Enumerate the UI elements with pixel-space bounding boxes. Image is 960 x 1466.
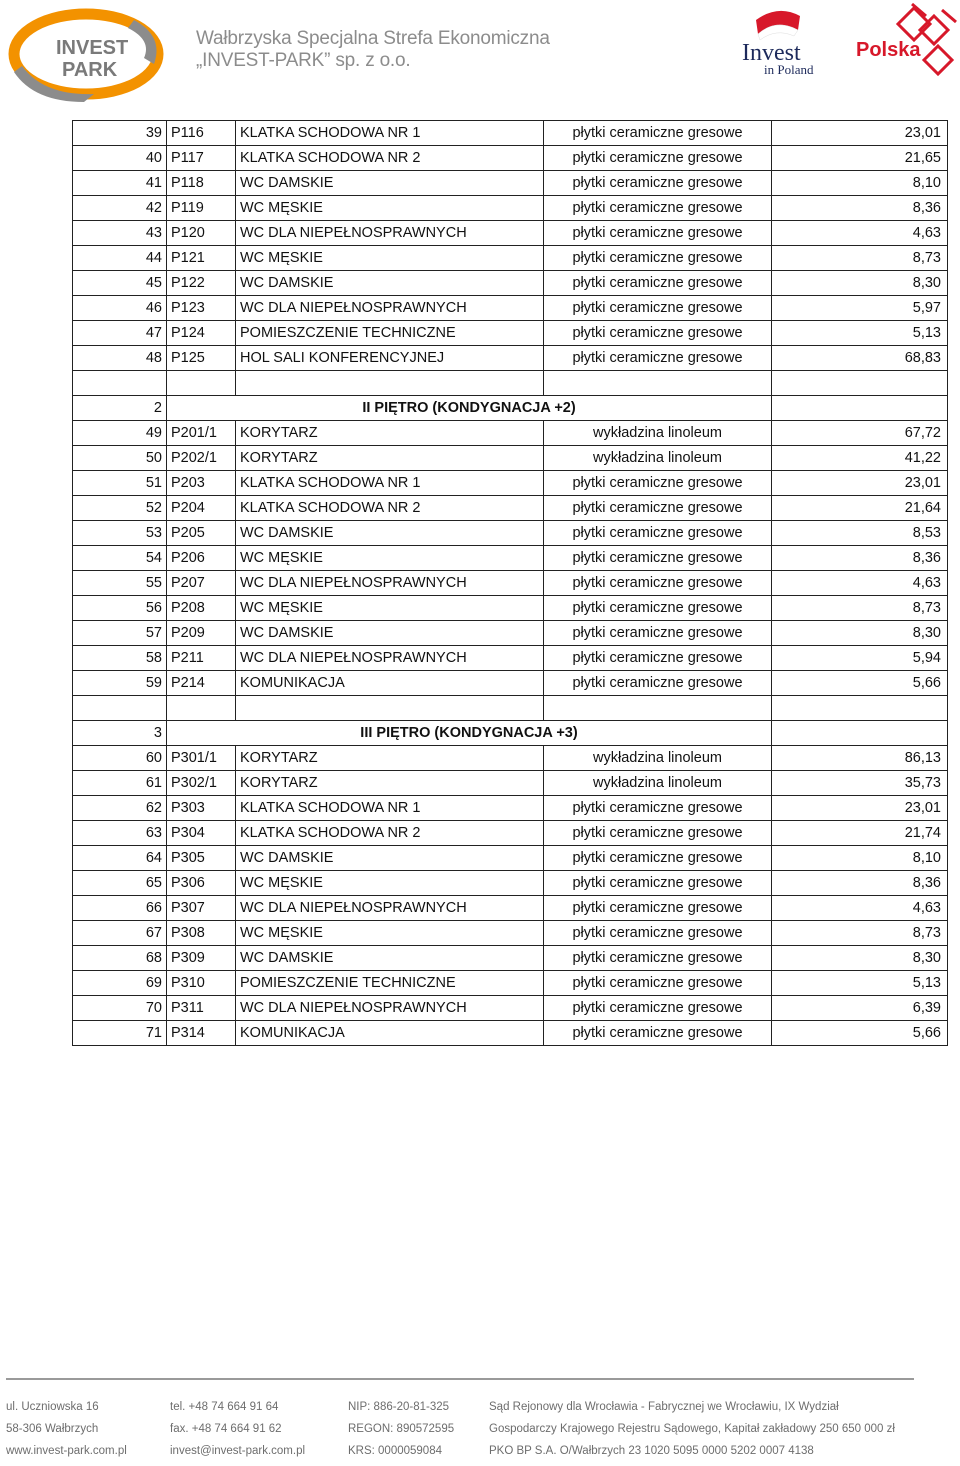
room-code-cell: P302/1 <box>167 771 236 796</box>
company-name <box>196 28 550 72</box>
table-row <box>73 471 948 496</box>
room-name-cell: KLATKA SCHODOWA NR 1 <box>236 471 544 496</box>
room-name-cell: KOMUNIKACJA <box>236 671 544 696</box>
room-name-cell: WC DAMSKIE <box>236 271 544 296</box>
invest-in-poland-word2: in Poland <box>764 62 814 77</box>
room-code-cell: P201/1 <box>167 421 236 446</box>
area-cell: 5,13 <box>772 971 948 996</box>
floor-material-cell: płytki ceramiczne gresowe <box>544 121 772 146</box>
room-code-cell: P206 <box>167 546 236 571</box>
room-code-cell: P307 <box>167 896 236 921</box>
room-code-cell: P207 <box>167 571 236 596</box>
floor-number-cell: 2 <box>73 396 167 421</box>
room-code-cell: P306 <box>167 871 236 896</box>
room-code-cell: P308 <box>167 921 236 946</box>
empty-cell <box>772 396 948 421</box>
table-row <box>73 346 948 371</box>
footer-divider <box>6 1378 914 1380</box>
room-name-cell: KLATKA SCHODOWA NR 2 <box>236 146 544 171</box>
floor-number-cell: 3 <box>73 721 167 746</box>
table-row <box>73 221 948 246</box>
empty-cell <box>544 371 772 396</box>
table-row <box>73 496 948 521</box>
floor-material-cell: płytki ceramiczne gresowe <box>544 671 772 696</box>
empty-cell <box>167 371 236 396</box>
room-name-cell: WC DAMSKIE <box>236 946 544 971</box>
empty-cell <box>167 696 236 721</box>
row-number-cell: 66 <box>73 896 167 921</box>
table-row <box>73 296 948 321</box>
room-name-cell: KORYTARZ <box>236 446 544 471</box>
row-number-cell: 43 <box>73 221 167 246</box>
floor-material-cell: płytki ceramiczne gresowe <box>544 571 772 596</box>
area-cell: 8,10 <box>772 846 948 871</box>
floor-title-cell: II PIĘTRO (KONDYGNACJA +2) <box>167 396 772 421</box>
room-code-cell: P117 <box>167 146 236 171</box>
floor-material-cell: wykładzina linoleum <box>544 746 772 771</box>
room-code-cell: P116 <box>167 121 236 146</box>
table-row <box>73 796 948 821</box>
table-row <box>73 871 948 896</box>
row-number-cell: 47 <box>73 321 167 346</box>
floor-material-cell: płytki ceramiczne gresowe <box>544 221 772 246</box>
row-number-cell: 50 <box>73 446 167 471</box>
room-name-cell: WC MĘSKIE <box>236 196 544 221</box>
area-cell: 8,73 <box>772 246 948 271</box>
room-code-cell: P125 <box>167 346 236 371</box>
room-name-cell: KORYTARZ <box>236 421 544 446</box>
room-name-cell: WC DAMSKIE <box>236 846 544 871</box>
area-cell: 23,01 <box>772 121 948 146</box>
invest-in-poland-logo <box>740 6 826 78</box>
area-cell: 8,10 <box>772 171 948 196</box>
room-name-cell: WC DLA NIEPEŁNOSPRAWNYCH <box>236 896 544 921</box>
room-name-cell: WC DAMSKIE <box>236 171 544 196</box>
area-cell: 5,66 <box>772 1021 948 1046</box>
room-name-cell: KLATKA SCHODOWA NR 1 <box>236 121 544 146</box>
polska-logo <box>852 0 960 76</box>
area-cell: 8,73 <box>772 921 948 946</box>
room-name-cell: WC MĘSKIE <box>236 596 544 621</box>
empty-cell <box>236 371 544 396</box>
room-code-cell: P118 <box>167 171 236 196</box>
room-name-cell: KLATKA SCHODOWA NR 1 <box>236 796 544 821</box>
room-name-cell: WC MĘSKIE <box>236 921 544 946</box>
floor-material-cell: płytki ceramiczne gresowe <box>544 296 772 321</box>
row-number-cell: 58 <box>73 646 167 671</box>
floor-material-cell: wykładzina linoleum <box>544 771 772 796</box>
area-cell: 4,63 <box>772 221 948 246</box>
footer-krs: KRS: 0000059084 <box>348 1445 442 1457</box>
invest-in-poland-word1: Invest <box>742 40 801 66</box>
area-cell: 86,13 <box>772 746 948 771</box>
footer-fax: fax. +48 74 664 91 62 <box>170 1423 282 1435</box>
row-number-cell: 51 <box>73 471 167 496</box>
floor-material-cell: wykładzina linoleum <box>544 421 772 446</box>
table-row <box>73 746 948 771</box>
room-code-cell: P305 <box>167 846 236 871</box>
area-cell: 21,74 <box>772 821 948 846</box>
table-row <box>73 521 948 546</box>
area-cell: 67,72 <box>772 421 948 446</box>
area-cell: 5,97 <box>772 296 948 321</box>
row-number-cell: 64 <box>73 846 167 871</box>
table-row <box>73 846 948 871</box>
empty-cell <box>73 371 167 396</box>
room-name-cell: WC MĘSKIE <box>236 871 544 896</box>
floor-material-cell: płytki ceramiczne gresowe <box>544 646 772 671</box>
row-number-cell: 39 <box>73 121 167 146</box>
invest-park-logo-word2: PARK <box>62 59 118 81</box>
row-number-cell: 67 <box>73 921 167 946</box>
area-cell: 8,36 <box>772 871 948 896</box>
area-cell: 23,01 <box>772 471 948 496</box>
row-number-cell: 60 <box>73 746 167 771</box>
area-cell: 5,66 <box>772 671 948 696</box>
table-row <box>73 121 948 146</box>
room-name-cell: WC MĘSKIE <box>236 546 544 571</box>
area-cell: 5,94 <box>772 646 948 671</box>
area-cell: 8,30 <box>772 271 948 296</box>
row-number-cell: 53 <box>73 521 167 546</box>
room-code-cell: P303 <box>167 796 236 821</box>
floor-material-cell: płytki ceramiczne gresowe <box>544 621 772 646</box>
floor-material-cell: płytki ceramiczne gresowe <box>544 821 772 846</box>
row-number-cell: 49 <box>73 421 167 446</box>
row-number-cell: 68 <box>73 946 167 971</box>
room-name-cell: HOL SALI KONFERENCYJNEJ <box>236 346 544 371</box>
table-row <box>73 996 948 1021</box>
room-code-cell: P301/1 <box>167 746 236 771</box>
area-cell: 8,30 <box>772 946 948 971</box>
table-row <box>73 1021 948 1046</box>
room-name-cell: WC DLA NIEPEŁNOSPRAWNYCH <box>236 221 544 246</box>
row-number-cell: 65 <box>73 871 167 896</box>
floor-material-cell: płytki ceramiczne gresowe <box>544 796 772 821</box>
table-row <box>73 246 948 271</box>
area-cell: 21,65 <box>772 146 948 171</box>
row-number-cell: 41 <box>73 171 167 196</box>
area-cell: 41,22 <box>772 446 948 471</box>
row-number-cell: 71 <box>73 1021 167 1046</box>
room-code-cell: P208 <box>167 596 236 621</box>
room-code-cell: P314 <box>167 1021 236 1046</box>
footer-court-bank <box>489 1400 895 1466</box>
room-code-cell: P119 <box>167 196 236 221</box>
area-cell: 6,39 <box>772 996 948 1021</box>
table-row <box>73 671 948 696</box>
room-name-cell: POMIESZCZENIE TECHNICZNE <box>236 971 544 996</box>
table-row <box>73 621 948 646</box>
floor-section-row <box>73 396 948 421</box>
row-number-cell: 46 <box>73 296 167 321</box>
room-name-cell: KOMUNIKACJA <box>236 1021 544 1046</box>
blank-row <box>73 371 948 396</box>
room-code-cell: P202/1 <box>167 446 236 471</box>
floor-material-cell: płytki ceramiczne gresowe <box>544 271 772 296</box>
floor-material-cell: płytki ceramiczne gresowe <box>544 196 772 221</box>
room-code-cell: P203 <box>167 471 236 496</box>
footer-website-link[interactable]: www.invest-park.com.pl <box>6 1445 127 1457</box>
rooms-table-body <box>73 121 948 1046</box>
area-cell: 8,73 <box>772 596 948 621</box>
invest-park-logo-word1: INVEST <box>56 37 129 59</box>
floor-material-cell: płytki ceramiczne gresowe <box>544 146 772 171</box>
room-code-cell: P122 <box>167 271 236 296</box>
floor-section-row <box>73 721 948 746</box>
floor-material-cell: płytki ceramiczne gresowe <box>544 996 772 1021</box>
area-cell: 5,13 <box>772 321 948 346</box>
row-number-cell: 55 <box>73 571 167 596</box>
room-code-cell: P121 <box>167 246 236 271</box>
table-row <box>73 971 948 996</box>
table-row <box>73 596 948 621</box>
footer-city: 58-306 Wałbrzych <box>6 1423 99 1435</box>
empty-cell <box>73 696 167 721</box>
area-cell: 68,83 <box>772 346 948 371</box>
footer-address <box>6 1400 127 1466</box>
footer-nip: NIP: 886-20-81-325 <box>348 1401 450 1413</box>
footer-registry <box>348 1400 454 1466</box>
room-name-cell: KORYTARZ <box>236 771 544 796</box>
floor-material-cell: płytki ceramiczne gresowe <box>544 596 772 621</box>
floor-material-cell: płytki ceramiczne gresowe <box>544 246 772 271</box>
table-row <box>73 921 948 946</box>
room-name-cell: WC DAMSKIE <box>236 521 544 546</box>
room-code-cell: P211 <box>167 646 236 671</box>
footer-court: Sąd Rejonowy dla Wrocławia - Fabrycznej we Wrocławiu, IX Wydział <box>489 1401 839 1413</box>
room-name-cell: WC MĘSKIE <box>236 246 544 271</box>
footer-regon: REGON: 890572595 <box>348 1423 455 1435</box>
empty-cell <box>772 721 948 746</box>
table-row <box>73 171 948 196</box>
area-cell: 8,36 <box>772 546 948 571</box>
floor-material-cell: płytki ceramiczne gresowe <box>544 921 772 946</box>
floor-material-cell: płytki ceramiczne gresowe <box>544 496 772 521</box>
floor-material-cell: płytki ceramiczne gresowe <box>544 896 772 921</box>
table-row <box>73 771 948 796</box>
row-number-cell: 44 <box>73 246 167 271</box>
room-code-cell: P309 <box>167 946 236 971</box>
table-row <box>73 946 948 971</box>
room-code-cell: P204 <box>167 496 236 521</box>
area-cell: 35,73 <box>772 771 948 796</box>
company-name-line2: „INVEST-PARK” sp. z o.o. <box>196 50 411 71</box>
table-row <box>73 446 948 471</box>
room-code-cell: P209 <box>167 621 236 646</box>
area-cell: 21,64 <box>772 496 948 521</box>
table-row <box>73 196 948 221</box>
rooms-table <box>72 120 948 1046</box>
table-row <box>73 896 948 921</box>
floor-title-cell: III PIĘTRO (KONDYGNACJA +3) <box>167 721 772 746</box>
table-row <box>73 321 948 346</box>
footer-bank-account: PKO BP S.A. O/Wałbrzych 23 1020 5095 0000 5202 0007 4138 <box>489 1445 814 1457</box>
floor-material-cell: płytki ceramiczne gresowe <box>544 871 772 896</box>
row-number-cell: 56 <box>73 596 167 621</box>
footer-phone: tel. +48 74 664 91 64 <box>170 1401 279 1413</box>
table-row <box>73 421 948 446</box>
table-row <box>73 646 948 671</box>
row-number-cell: 54 <box>73 546 167 571</box>
letterhead <box>0 0 960 110</box>
empty-cell <box>772 371 948 396</box>
row-number-cell: 63 <box>73 821 167 846</box>
room-code-cell: P205 <box>167 521 236 546</box>
row-number-cell: 70 <box>73 996 167 1021</box>
room-name-cell: WC DLA NIEPEŁNOSPRAWNYCH <box>236 571 544 596</box>
empty-cell <box>772 696 948 721</box>
row-number-cell: 62 <box>73 796 167 821</box>
area-cell: 8,30 <box>772 621 948 646</box>
floor-material-cell: płytki ceramiczne gresowe <box>544 971 772 996</box>
table-row <box>73 146 948 171</box>
room-name-cell: KLATKA SCHODOWA NR 2 <box>236 496 544 521</box>
room-name-cell: POMIESZCZENIE TECHNICZNE <box>236 321 544 346</box>
floor-material-cell: płytki ceramiczne gresowe <box>544 846 772 871</box>
row-number-cell: 52 <box>73 496 167 521</box>
floor-material-cell: płytki ceramiczne gresowe <box>544 471 772 496</box>
room-name-cell: WC DLA NIEPEŁNOSPRAWNYCH <box>236 996 544 1021</box>
area-cell: 8,53 <box>772 521 948 546</box>
floor-material-cell: płytki ceramiczne gresowe <box>544 546 772 571</box>
row-number-cell: 69 <box>73 971 167 996</box>
room-name-cell: WC DLA NIEPEŁNOSPRAWNYCH <box>236 646 544 671</box>
floor-material-cell: płytki ceramiczne gresowe <box>544 321 772 346</box>
polska-logo-word: Polska <box>856 39 921 61</box>
table-row <box>73 271 948 296</box>
floor-material-cell: płytki ceramiczne gresowe <box>544 946 772 971</box>
room-code-cell: P310 <box>167 971 236 996</box>
area-cell: 23,01 <box>772 796 948 821</box>
table-row <box>73 821 948 846</box>
row-number-cell: 59 <box>73 671 167 696</box>
footer-capital: Gospodarczy Krajowego Rejestru Sądowego, Kapitał zakładowy 250 650 000 zł <box>489 1423 895 1435</box>
room-name-cell: KORYTARZ <box>236 746 544 771</box>
footer-street: ul. Uczniowska 16 <box>6 1401 99 1413</box>
invest-park-logo <box>4 6 166 102</box>
row-number-cell: 40 <box>73 146 167 171</box>
row-number-cell: 61 <box>73 771 167 796</box>
floor-material-cell: płytki ceramiczne gresowe <box>544 346 772 371</box>
row-number-cell: 57 <box>73 621 167 646</box>
table-row <box>73 546 948 571</box>
floor-material-cell: płytki ceramiczne gresowe <box>544 521 772 546</box>
footer-contact <box>170 1400 305 1466</box>
room-name-cell: KLATKA SCHODOWA NR 2 <box>236 821 544 846</box>
room-name-cell: WC DLA NIEPEŁNOSPRAWNYCH <box>236 296 544 321</box>
room-code-cell: P311 <box>167 996 236 1021</box>
area-cell: 8,36 <box>772 196 948 221</box>
room-code-cell: P123 <box>167 296 236 321</box>
row-number-cell: 45 <box>73 271 167 296</box>
room-name-cell: WC DAMSKIE <box>236 621 544 646</box>
blank-row <box>73 696 948 721</box>
empty-cell <box>236 696 544 721</box>
area-cell: 4,63 <box>772 896 948 921</box>
room-code-cell: P120 <box>167 221 236 246</box>
floor-material-cell: płytki ceramiczne gresowe <box>544 171 772 196</box>
room-code-cell: P304 <box>167 821 236 846</box>
company-name-line1: Wałbrzyska Specjalna Strefa Ekonomiczna <box>196 28 550 49</box>
room-code-cell: P214 <box>167 671 236 696</box>
row-number-cell: 48 <box>73 346 167 371</box>
footer-email-link[interactable]: invest@invest-park.com.pl <box>170 1445 306 1457</box>
floor-material-cell: płytki ceramiczne gresowe <box>544 1021 772 1046</box>
empty-cell <box>544 696 772 721</box>
floor-material-cell: wykładzina linoleum <box>544 446 772 471</box>
room-code-cell: P124 <box>167 321 236 346</box>
area-cell: 4,63 <box>772 571 948 596</box>
table-row <box>73 571 948 596</box>
row-number-cell: 42 <box>73 196 167 221</box>
